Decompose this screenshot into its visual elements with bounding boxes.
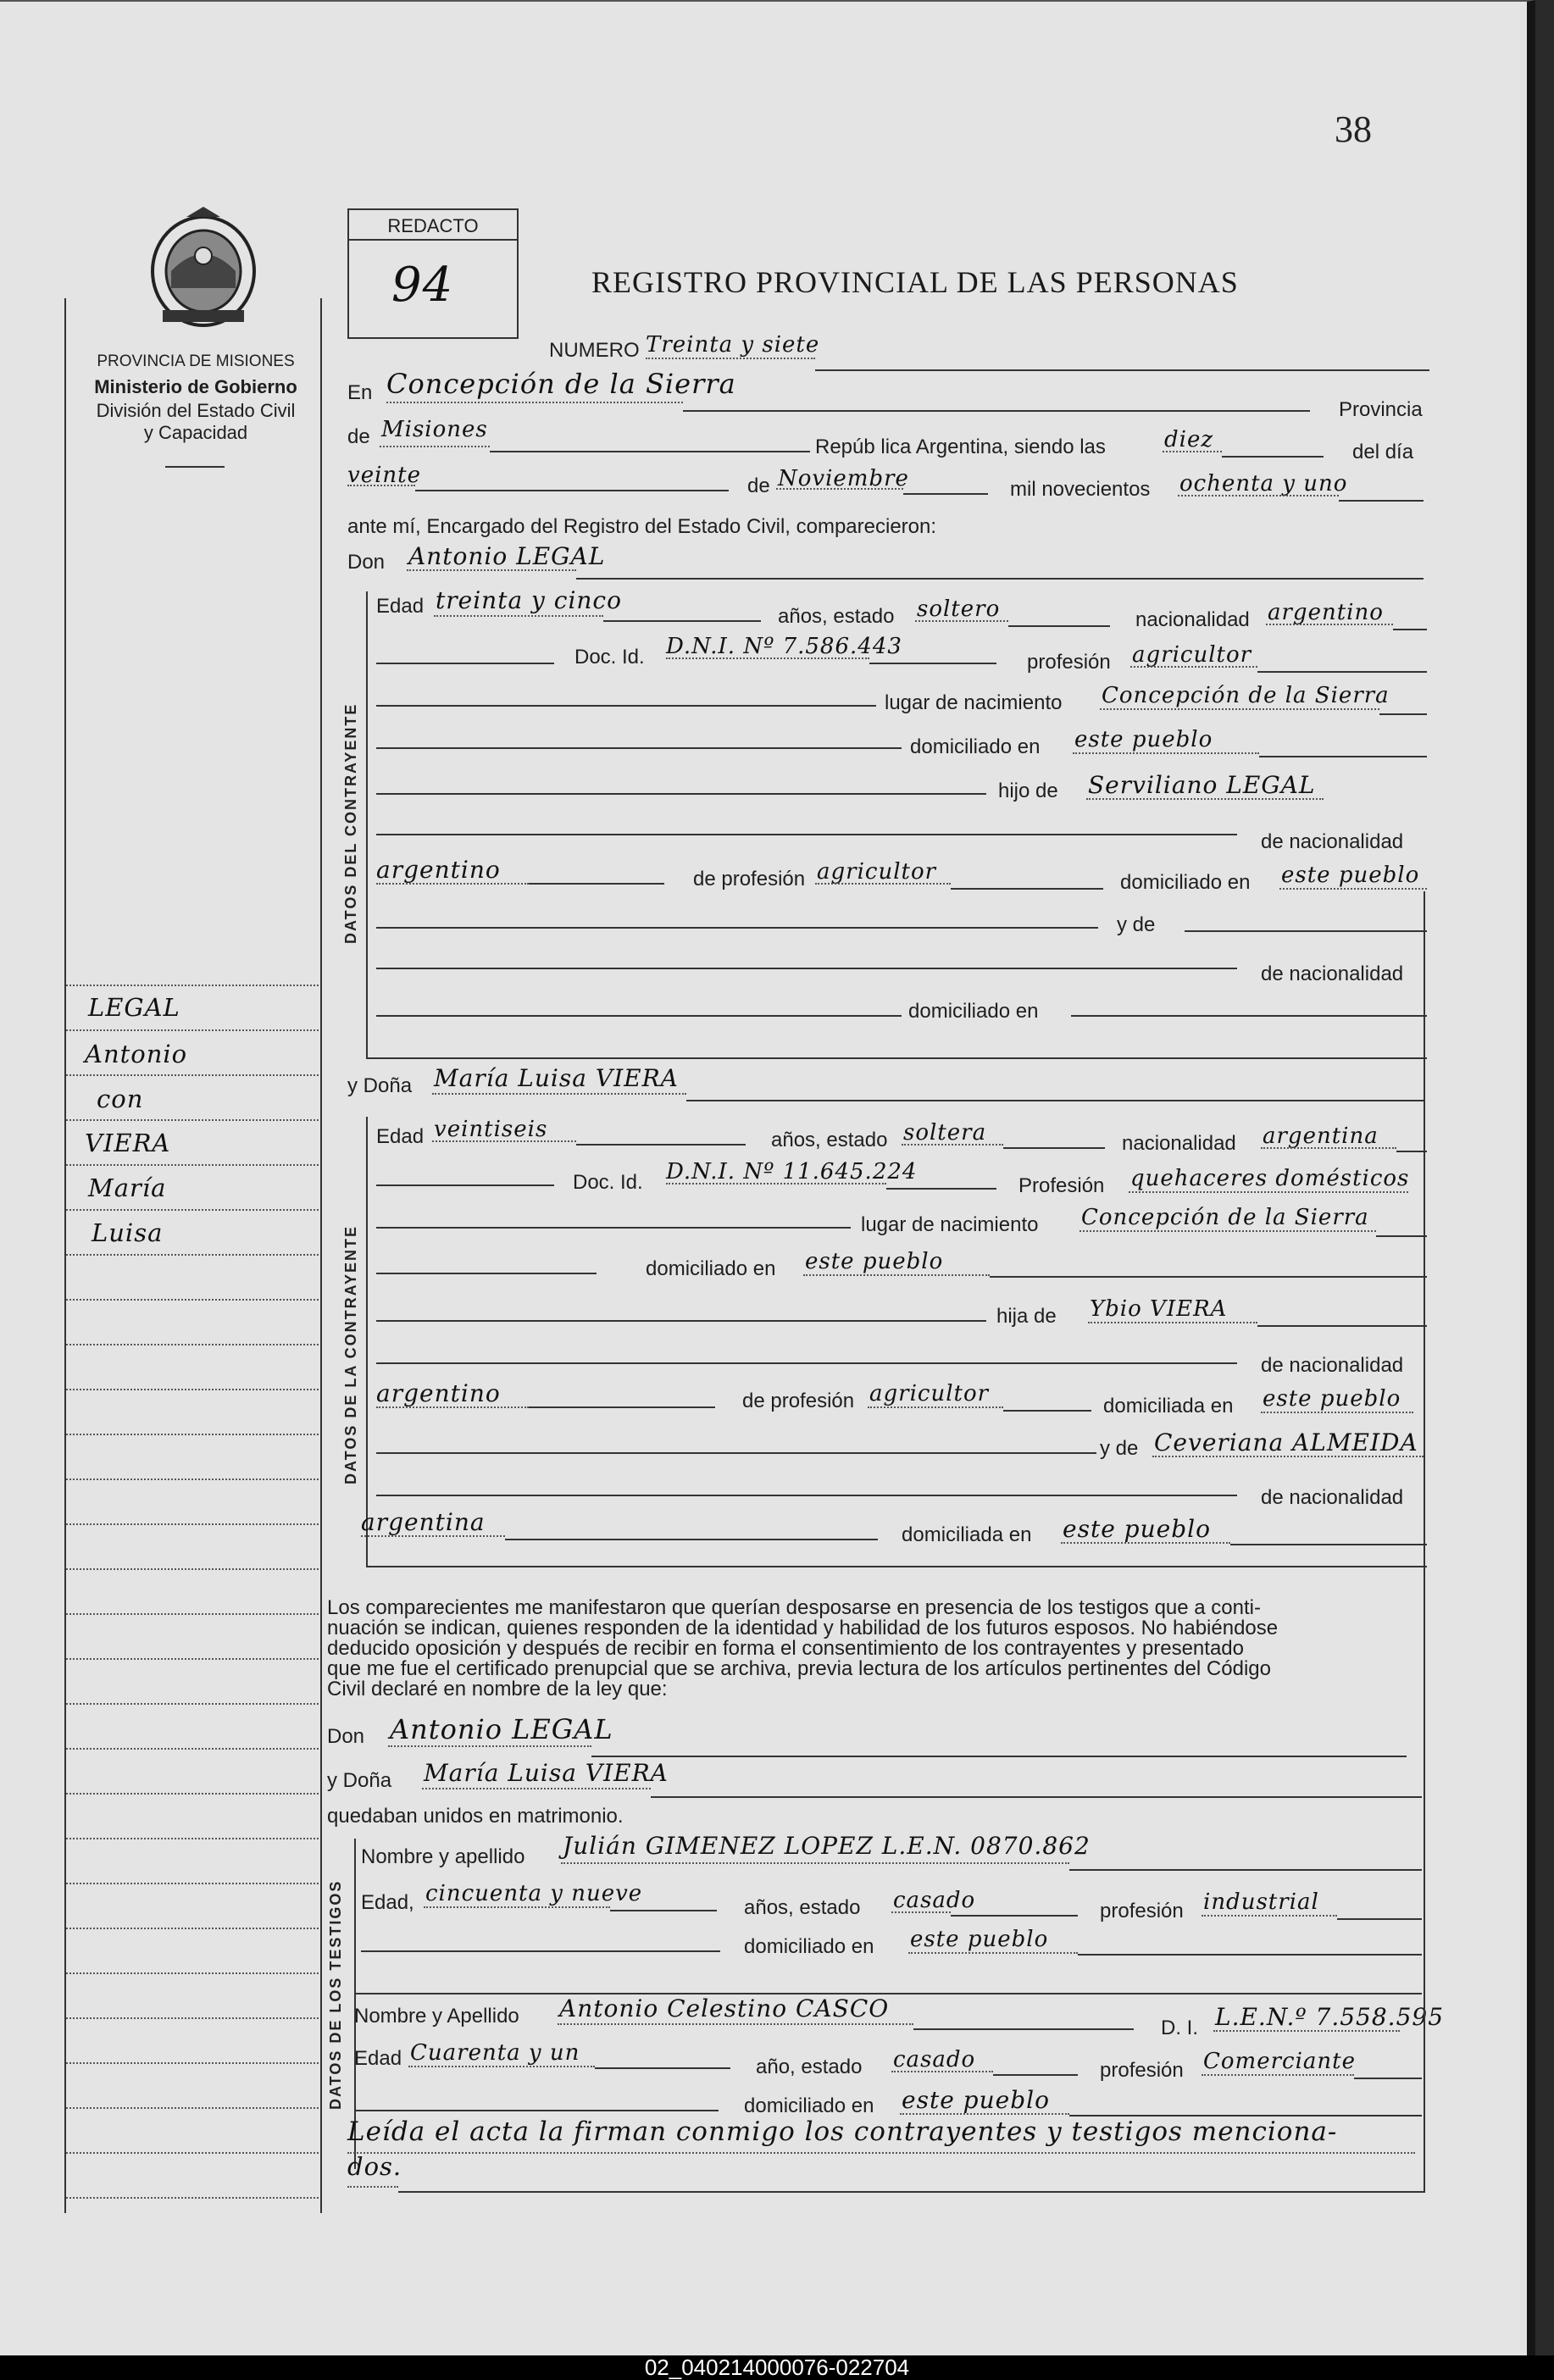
margin-rule (66, 1389, 319, 1390)
groom-father-denac-label: de nacionalidad (1261, 830, 1404, 853)
en-label: En (347, 381, 373, 404)
de-label: de (347, 425, 370, 448)
margin-rule (66, 1164, 319, 1166)
bride-father-denac-label: de nacionalidad (1261, 1354, 1404, 1377)
division-line1: División del Estado Civil (96, 400, 296, 421)
margin-rule (66, 2152, 319, 2154)
margin-name-surname: LEGAL (88, 993, 180, 1022)
redacto-label: REDACTO (387, 215, 479, 236)
registry-title: REGISTRO PROVINCIAL DE LAS PERSONAS (591, 265, 1239, 299)
bride-nationality: argentina (1263, 1123, 1379, 1149)
bride-anios-label: años, estado (771, 1129, 888, 1151)
bride-age: veintiseis (434, 1117, 548, 1142)
w2-di-label: D. I. (1161, 2017, 1199, 2039)
margin-rule (66, 1703, 319, 1705)
w1-nombre-label: Nombre y apellido (361, 1845, 525, 1868)
union-closing: quedaban unidos en matrimonio. (327, 1805, 624, 1828)
numero-value: Treinta y siete (646, 332, 820, 358)
bride-status: soltera (903, 1120, 987, 1146)
bride-name: María Luisa VIERA (434, 1064, 679, 1092)
groom-age: treinta y cinco (436, 586, 622, 614)
w2-nombre-label: Nombre y Apellido (354, 2005, 519, 2028)
margin-rule (66, 1434, 319, 1435)
margin-rule (66, 1119, 319, 1121)
province-seal-emblem (146, 203, 261, 330)
w1-domic-label: domiciliado en (744, 1935, 874, 1958)
margin-border (64, 298, 66, 2213)
bride-father-domic-label: domiciliada en (1103, 1395, 1234, 1417)
bride-father-nationality: argentino (376, 1379, 501, 1407)
w2-prof-label: profesión (1100, 2059, 1184, 2082)
del-dia-label: del día (1352, 441, 1414, 463)
province-value: Misiones (381, 417, 488, 442)
groom-edad-label: Edad (376, 595, 425, 618)
groom-domicile: este pueblo (1074, 727, 1213, 752)
scan-id-footer: 02_040214000076-022704 (0, 2355, 1554, 2380)
margin-rule (66, 1928, 319, 1929)
margin-name-con: con (97, 1085, 144, 1113)
groom-status: soltero (917, 596, 1001, 622)
bride-mother-nationality: argentina (361, 1508, 486, 1536)
groom-father: Serviliano LEGAL (1088, 771, 1316, 799)
bride-dona-label: y Doña (347, 1074, 413, 1097)
w1-domicile: este pueblo (910, 1927, 1049, 1952)
w1-prof-label: profesión (1100, 1900, 1184, 1922)
groom-yde-label: y de (1117, 913, 1156, 936)
statement-line: deducido oposición y después de recibir en forma el consentimiento de los contrayentes y presentado (327, 1637, 1244, 1660)
groom-birthplace: Concepción de la Sierra (1102, 683, 1390, 708)
don-label: Don (347, 551, 386, 574)
w2-profession: Comerciante (1203, 2049, 1356, 2074)
w1-anios-label: años, estado (744, 1896, 861, 1919)
w1-name: Julián GIMENEZ LOPEZ L.E.N. 0870.862 (563, 1832, 1091, 1860)
bride-father-domicile: este pueblo (1263, 1386, 1401, 1412)
year-value: ochenta y uno (1179, 471, 1348, 497)
bride-domic-label: domiciliado en (646, 1257, 776, 1280)
bride-birthplace: Concepción de la Sierra (1081, 1205, 1369, 1230)
bride-mother-domicile: este pueblo (1063, 1515, 1211, 1543)
groom-father-nationality: argentino (376, 856, 501, 884)
w2-name: Antonio Celestino CASCO (559, 1994, 890, 2022)
w2-domicile: este pueblo (902, 2086, 1050, 2114)
groom-doc: D.N.I. Nº 7.586.443 (666, 634, 902, 659)
redacto-box (347, 208, 519, 339)
margin-rule (66, 1883, 319, 1884)
groom-section-label: DATOS DEL CONTRAYENTE (342, 702, 359, 944)
closing-note-line2: dos. (347, 2152, 402, 2181)
page-number: 38 (1335, 108, 1372, 150)
hour-value: diez (1164, 427, 1214, 452)
margin-name-surname2: VIERA (85, 1129, 171, 1157)
groom-lugar-label: lugar de nacimiento (885, 691, 1063, 714)
closing-note-line1: Leída el acta la firman conmigo los contrayentes y testigos menciona- (347, 2116, 1338, 2147)
groom-father-domicile: este pueblo (1281, 863, 1420, 888)
margin-border-right (320, 298, 322, 2213)
w1-edad-label: Edad, (361, 1891, 414, 1914)
bride-prof-label: Profesión (1018, 1174, 1105, 1197)
w2-age: Cuarenta y un (410, 2040, 580, 2066)
groom-hijo-label: hijo de (998, 779, 1058, 802)
bride-father-prof-label: de profesión (742, 1390, 855, 1412)
division-line2: y Capacidad (143, 422, 248, 443)
margin-rule (66, 1793, 319, 1795)
groom-nationality: argentino (1268, 600, 1384, 625)
margin-rule (66, 985, 319, 986)
margin-rule (66, 1344, 319, 1345)
groom-father-profession: agricultor (817, 859, 937, 885)
margin-rule (66, 2062, 319, 2064)
numero-label: NUMERO (549, 339, 640, 362)
w2-domic-label: domiciliado en (744, 2094, 874, 2117)
groom-mother-denac-label: de nacionalidad (1261, 963, 1404, 985)
bride-yde-label: y de (1100, 1437, 1139, 1460)
groom-mother-domic-label: domiciliado en (908, 1000, 1039, 1023)
union-bride-name: María Luisa VIERA (424, 1759, 669, 1787)
margin-rule (66, 1658, 319, 1660)
de-month-label: de (747, 474, 770, 497)
province-name: PROVINCIA DE MISIONES (97, 352, 295, 370)
groom-prof-label: profesión (1027, 651, 1111, 674)
union-dona-label: y Doña (327, 1769, 392, 1792)
margin-rule (66, 1748, 319, 1750)
w2-status: casado (893, 2047, 976, 2072)
w1-age: cincuenta y nueve (425, 1881, 643, 1906)
margin-rule (66, 1074, 319, 1076)
redacto-value: 94 (391, 258, 454, 313)
margin-rule (66, 1254, 319, 1256)
w2-anio-label: año, estado (756, 2055, 863, 2078)
bride-doc-label: Doc. Id. (573, 1171, 643, 1194)
groom-domic-label: domiciliado en (910, 735, 1041, 758)
w2-edad-label: Edad (354, 2047, 402, 2070)
bride-profession: quehaceres domésticos (1130, 1166, 1410, 1191)
w2-doc: L.E.N.º 7.558.595 (1215, 2003, 1445, 2031)
bride-lugar-label: lugar de nacimiento (861, 1213, 1039, 1236)
union-groom-name: Antonio LEGAL (390, 1713, 613, 1745)
margin-rule (66, 1972, 319, 1974)
statement-paragraph (327, 1598, 1425, 1700)
groom-name: Antonio LEGAL (408, 542, 606, 570)
statement-line: Los comparecientes me manifestaron que querían desposarse en presencia de los testigos que a conti- (327, 1596, 1261, 1619)
union-don-label: Don (327, 1725, 365, 1748)
bride-hija-label: hija de (996, 1305, 1057, 1328)
day-value: veinte (347, 463, 421, 488)
bride-edad-label: Edad (376, 1125, 425, 1148)
groom-profession: agricultor (1132, 642, 1252, 668)
bride-nac-label: nacionalidad (1122, 1132, 1236, 1155)
bride-domicile: este pueblo (805, 1249, 944, 1274)
margin-rule (66, 2107, 319, 2109)
republica-label: Repúb lica Argentina, siendo las (815, 436, 1106, 458)
header-divider (165, 466, 225, 468)
groom-father-domic-label: domiciliado en (1120, 871, 1251, 894)
statement-line: Civil declaré en nombre de la ley que: (327, 1678, 668, 1700)
margin-rule (66, 1299, 319, 1301)
margin-rule (66, 1029, 319, 1031)
bride-section-label: DATOS DE LA CONTRAYENTE (342, 1224, 359, 1484)
w1-profession: industrial (1203, 1889, 1319, 1915)
margin-name-first2: María (88, 1173, 167, 1202)
bride-mother-domic-label: domiciliada en (902, 1523, 1032, 1546)
margin-rule (66, 1568, 319, 1570)
groom-anios-label: años, estado (778, 605, 895, 628)
w1-status: casado (893, 1888, 976, 1913)
margin-rule (66, 1613, 319, 1615)
margin-name-first: Antonio (85, 1040, 188, 1068)
mil-label: mil novecientos (1010, 478, 1151, 501)
ministry-name: Ministerio de Gobierno (94, 376, 297, 397)
groom-nac-label: nacionalidad (1135, 608, 1250, 631)
groom-doc-label: Doc. Id. (574, 646, 645, 669)
groom-father-prof-label: de profesión (693, 868, 806, 890)
provincia-label: Provincia (1339, 398, 1423, 421)
bride-doc: D.N.I. Nº 11.645.224 (666, 1159, 918, 1184)
month-value: Noviembre (778, 466, 909, 491)
bride-mother-denac-label: de nacionalidad (1261, 1486, 1404, 1509)
ante-label: ante mí, Encargado del Registro del Estado Civil, comparecieron: (347, 515, 937, 538)
margin-rule (66, 2197, 319, 2199)
statement-line: que me fue el certificado prenupcial que se archiva, previa lectura de los artículos pertinentes del Código (327, 1657, 1271, 1680)
margin-name-middle2: Luisa (92, 1218, 164, 1247)
witness-section-label: DATOS DE LOS TESTIGOS (327, 1879, 344, 2110)
bride-mother: Ceveriana ALMEIDA (1154, 1429, 1418, 1456)
bride-father-profession: agricultor (869, 1381, 990, 1406)
margin-rule (66, 1209, 319, 1211)
statement-line: nuación se indican, quienes responden de la identidad y habilidad de los futuros esposos. No habiéndose (327, 1617, 1279, 1639)
margin-rule (66, 1838, 319, 1839)
margin-rule (66, 1523, 319, 1525)
margin-rule (66, 1478, 319, 1480)
place-value: Concepción de la Sierra (386, 368, 736, 400)
margin-rule (66, 2017, 319, 2019)
bride-father: Ybio VIERA (1090, 1296, 1228, 1322)
